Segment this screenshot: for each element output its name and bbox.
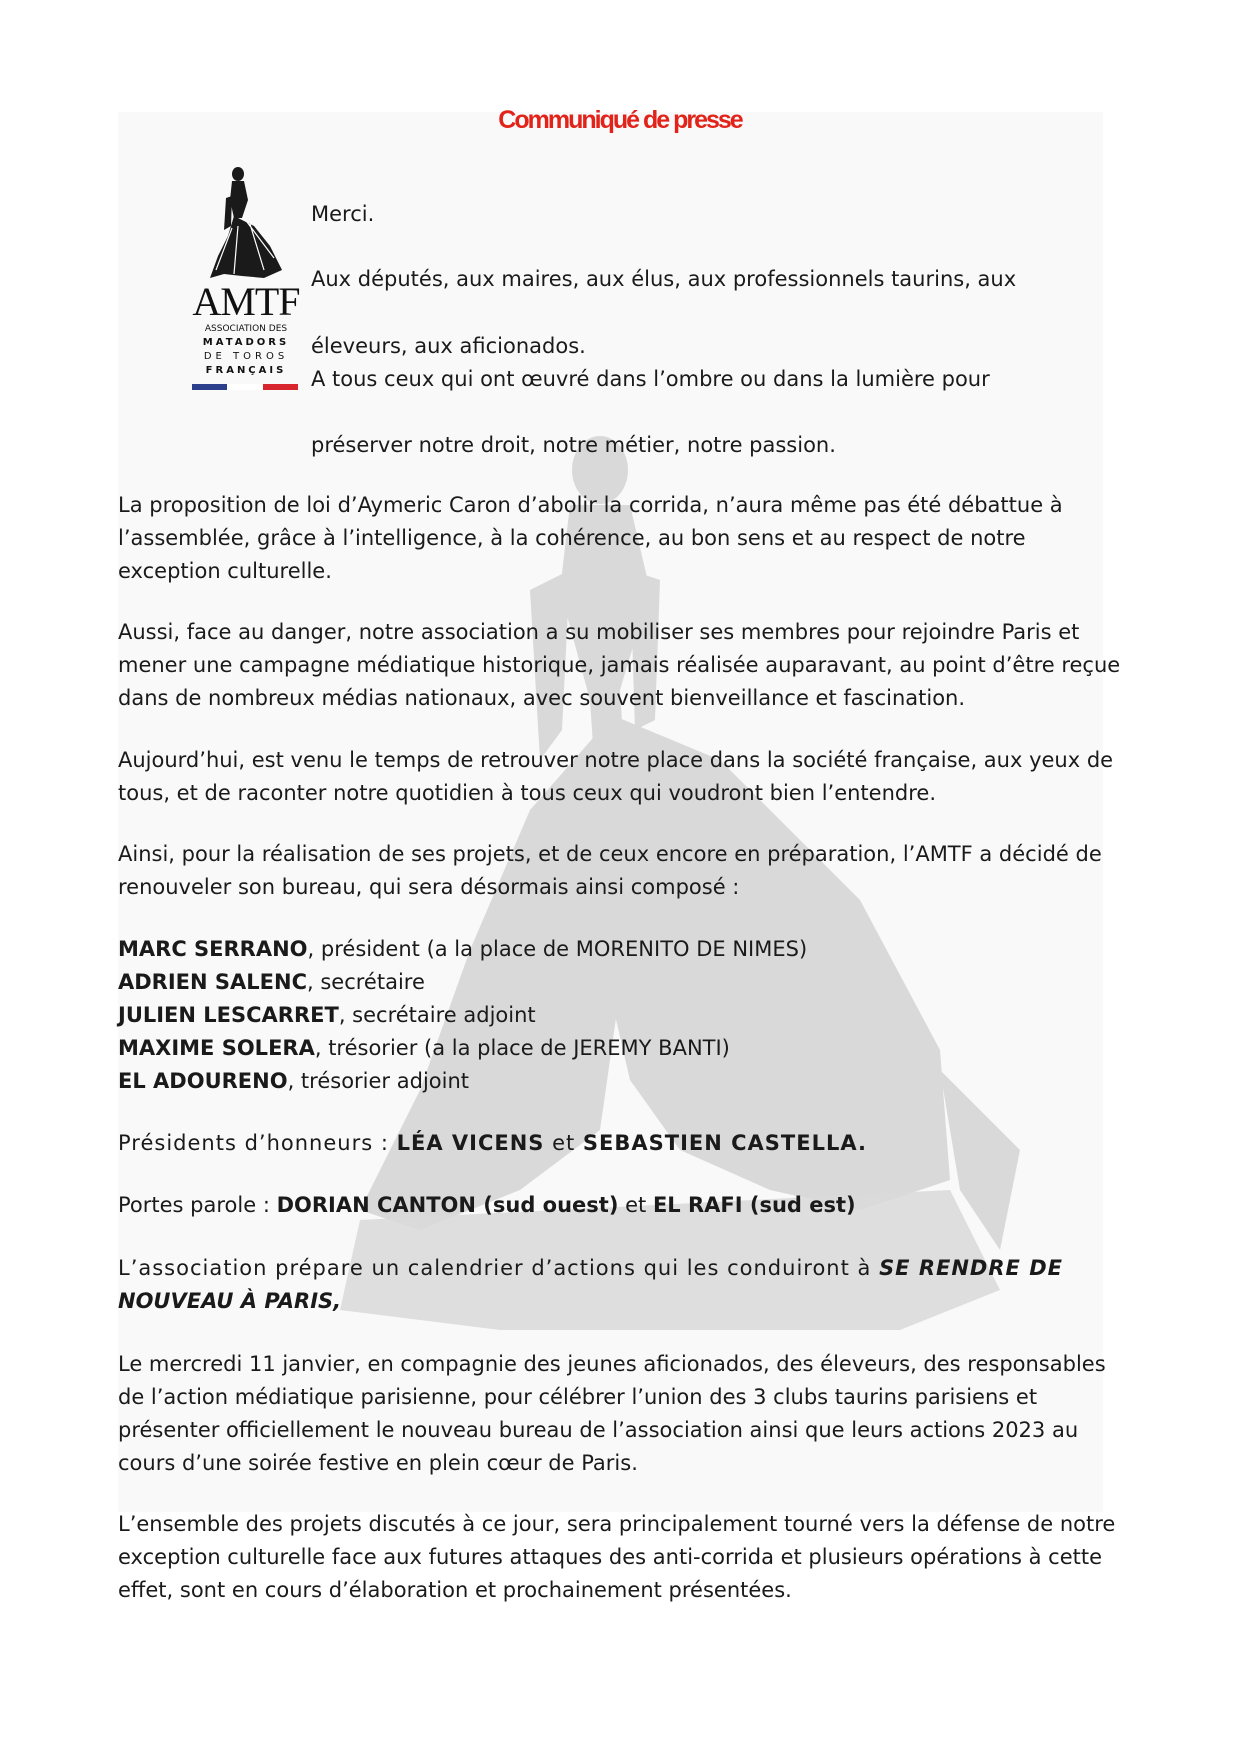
honorary-label: Présidents d’honneurs : bbox=[118, 1131, 397, 1155]
paragraph: Aussi, face au danger, notre association a su mobiliser ses membres pour rejoindre Paris et mener une campagne médiatique historique, jamais réalisée auparavant, au point d’être reçue dans de nombreux médias nationaux, avec souvent bienveillance et fascination. bbox=[118, 620, 1121, 710]
member-name: JULIEN LESCARRET bbox=[118, 1003, 339, 1027]
flag-red bbox=[263, 384, 298, 390]
intro-line: A tous ceux qui ont œuvré dans l’ombre ou dans la lumière pour bbox=[311, 367, 990, 391]
intro-line: éleveurs, aux aficionados. bbox=[311, 334, 586, 358]
paragraph: Le mercredi 11 janvier, en compagnie des jeunes aficionados, des éleveurs, des responsables de l’action médiatique parisienne, pour célébrer l’union des 3 clubs taurins parisiens et présenter officiellement le nouveau bureau de l’association ainsi que leurs actions 2023 au cours d’une soirée festive en plein cœur de Paris. bbox=[118, 1352, 1106, 1475]
matador-figure-icon bbox=[204, 166, 288, 286]
member-role: , secrétaire adjoint bbox=[338, 1003, 536, 1027]
bureau-member bbox=[118, 966, 425, 999]
bureau-member bbox=[118, 1065, 469, 1098]
honorary-name: SEBASTIEN CASTELLA. bbox=[582, 1131, 867, 1155]
member-name: EL ADOURENO bbox=[118, 1069, 288, 1093]
bureau-member bbox=[118, 933, 807, 966]
member-name: ADRIEN SALENC bbox=[118, 970, 307, 994]
logo-line: DE TOROS bbox=[203, 351, 289, 362]
intro-line: Merci. bbox=[311, 202, 375, 226]
french-flag-stripe bbox=[192, 384, 298, 390]
flag-white bbox=[227, 384, 262, 390]
member-role: , président (a la place de MORENITO DE NIMES) bbox=[307, 937, 808, 961]
intro-line: Aux députés, aux maires, aux élus, aux professionnels taurins, aux bbox=[311, 267, 1017, 291]
spokespersons-label: Portes parole : bbox=[118, 1193, 277, 1217]
bureau-member bbox=[118, 1032, 730, 1065]
calendar-line bbox=[118, 1252, 1063, 1285]
logo-line: FRANÇAIS bbox=[205, 365, 287, 376]
bureau-member bbox=[118, 999, 536, 1032]
paragraph: Ainsi, pour la réalisation de ses projets, et de ceux encore en préparation, l’AMTF a décidé de renouveler son bureau, qui sera désormais ainsi composé : bbox=[118, 842, 1102, 899]
logo-line: ASSOCIATION DES bbox=[204, 324, 288, 334]
page-title: Communiqué de presse bbox=[498, 106, 742, 134]
member-role: , trésorier adjoint bbox=[287, 1069, 470, 1093]
calendar-line bbox=[118, 1285, 341, 1318]
spokesperson-name: DORIAN CANTON (sud ouest) bbox=[276, 1193, 619, 1217]
calendar-text: L’association prépare un calendrier d’actions qui les conduiront à bbox=[118, 1256, 880, 1280]
conjunction: et bbox=[618, 1193, 653, 1217]
member-name: MARC SERRANO bbox=[118, 937, 308, 961]
conjunction: et bbox=[544, 1131, 583, 1155]
honorary-presidents bbox=[118, 1127, 867, 1160]
amtf-logo bbox=[190, 166, 302, 396]
spokesperson-name: EL RAFI (sud est) bbox=[652, 1193, 856, 1217]
calendar-emphasis: SE RENDRE DE bbox=[879, 1256, 1063, 1280]
honorary-name: LÉA VICENS bbox=[396, 1131, 545, 1155]
logo-acronym: AMTF bbox=[192, 279, 300, 324]
member-name: MAXIME SOLERA bbox=[118, 1036, 315, 1060]
calendar-emphasis: NOUVEAU À PARIS, bbox=[118, 1289, 342, 1313]
paragraph: Aujourd’hui, est venu le temps de retrouver notre place dans la société française, aux yeux de tous, et de raconter notre quotidien à tous ceux qui voudront bien l’entendre. bbox=[118, 748, 1114, 805]
member-role: , trésorier (a la place de JEREMY BANTI) bbox=[314, 1036, 730, 1060]
spokespersons bbox=[118, 1189, 856, 1222]
logo-line: MATADORS bbox=[202, 337, 290, 348]
member-role: , secrétaire bbox=[307, 970, 425, 994]
paragraph: L’ensemble des projets discutés à ce jour, sera principalement tourné vers la défense de notre exception culturelle face aux futures attaques des anti-corrida et plusieurs opérations à cette effet, sont en cours d’élaboration et prochainement présentées. bbox=[118, 1512, 1116, 1602]
paragraph: La proposition de loi d’Aymeric Caron d’abolir la corrida, n’aura même pas été débattue à l’assemblée, grâce à l’intelligence, à la cohérence, au bon sens et au respect de notre exception culturelle. bbox=[118, 493, 1063, 583]
intro-line: préserver notre droit, notre métier, notre passion. bbox=[311, 433, 836, 457]
flag-blue bbox=[192, 384, 227, 390]
